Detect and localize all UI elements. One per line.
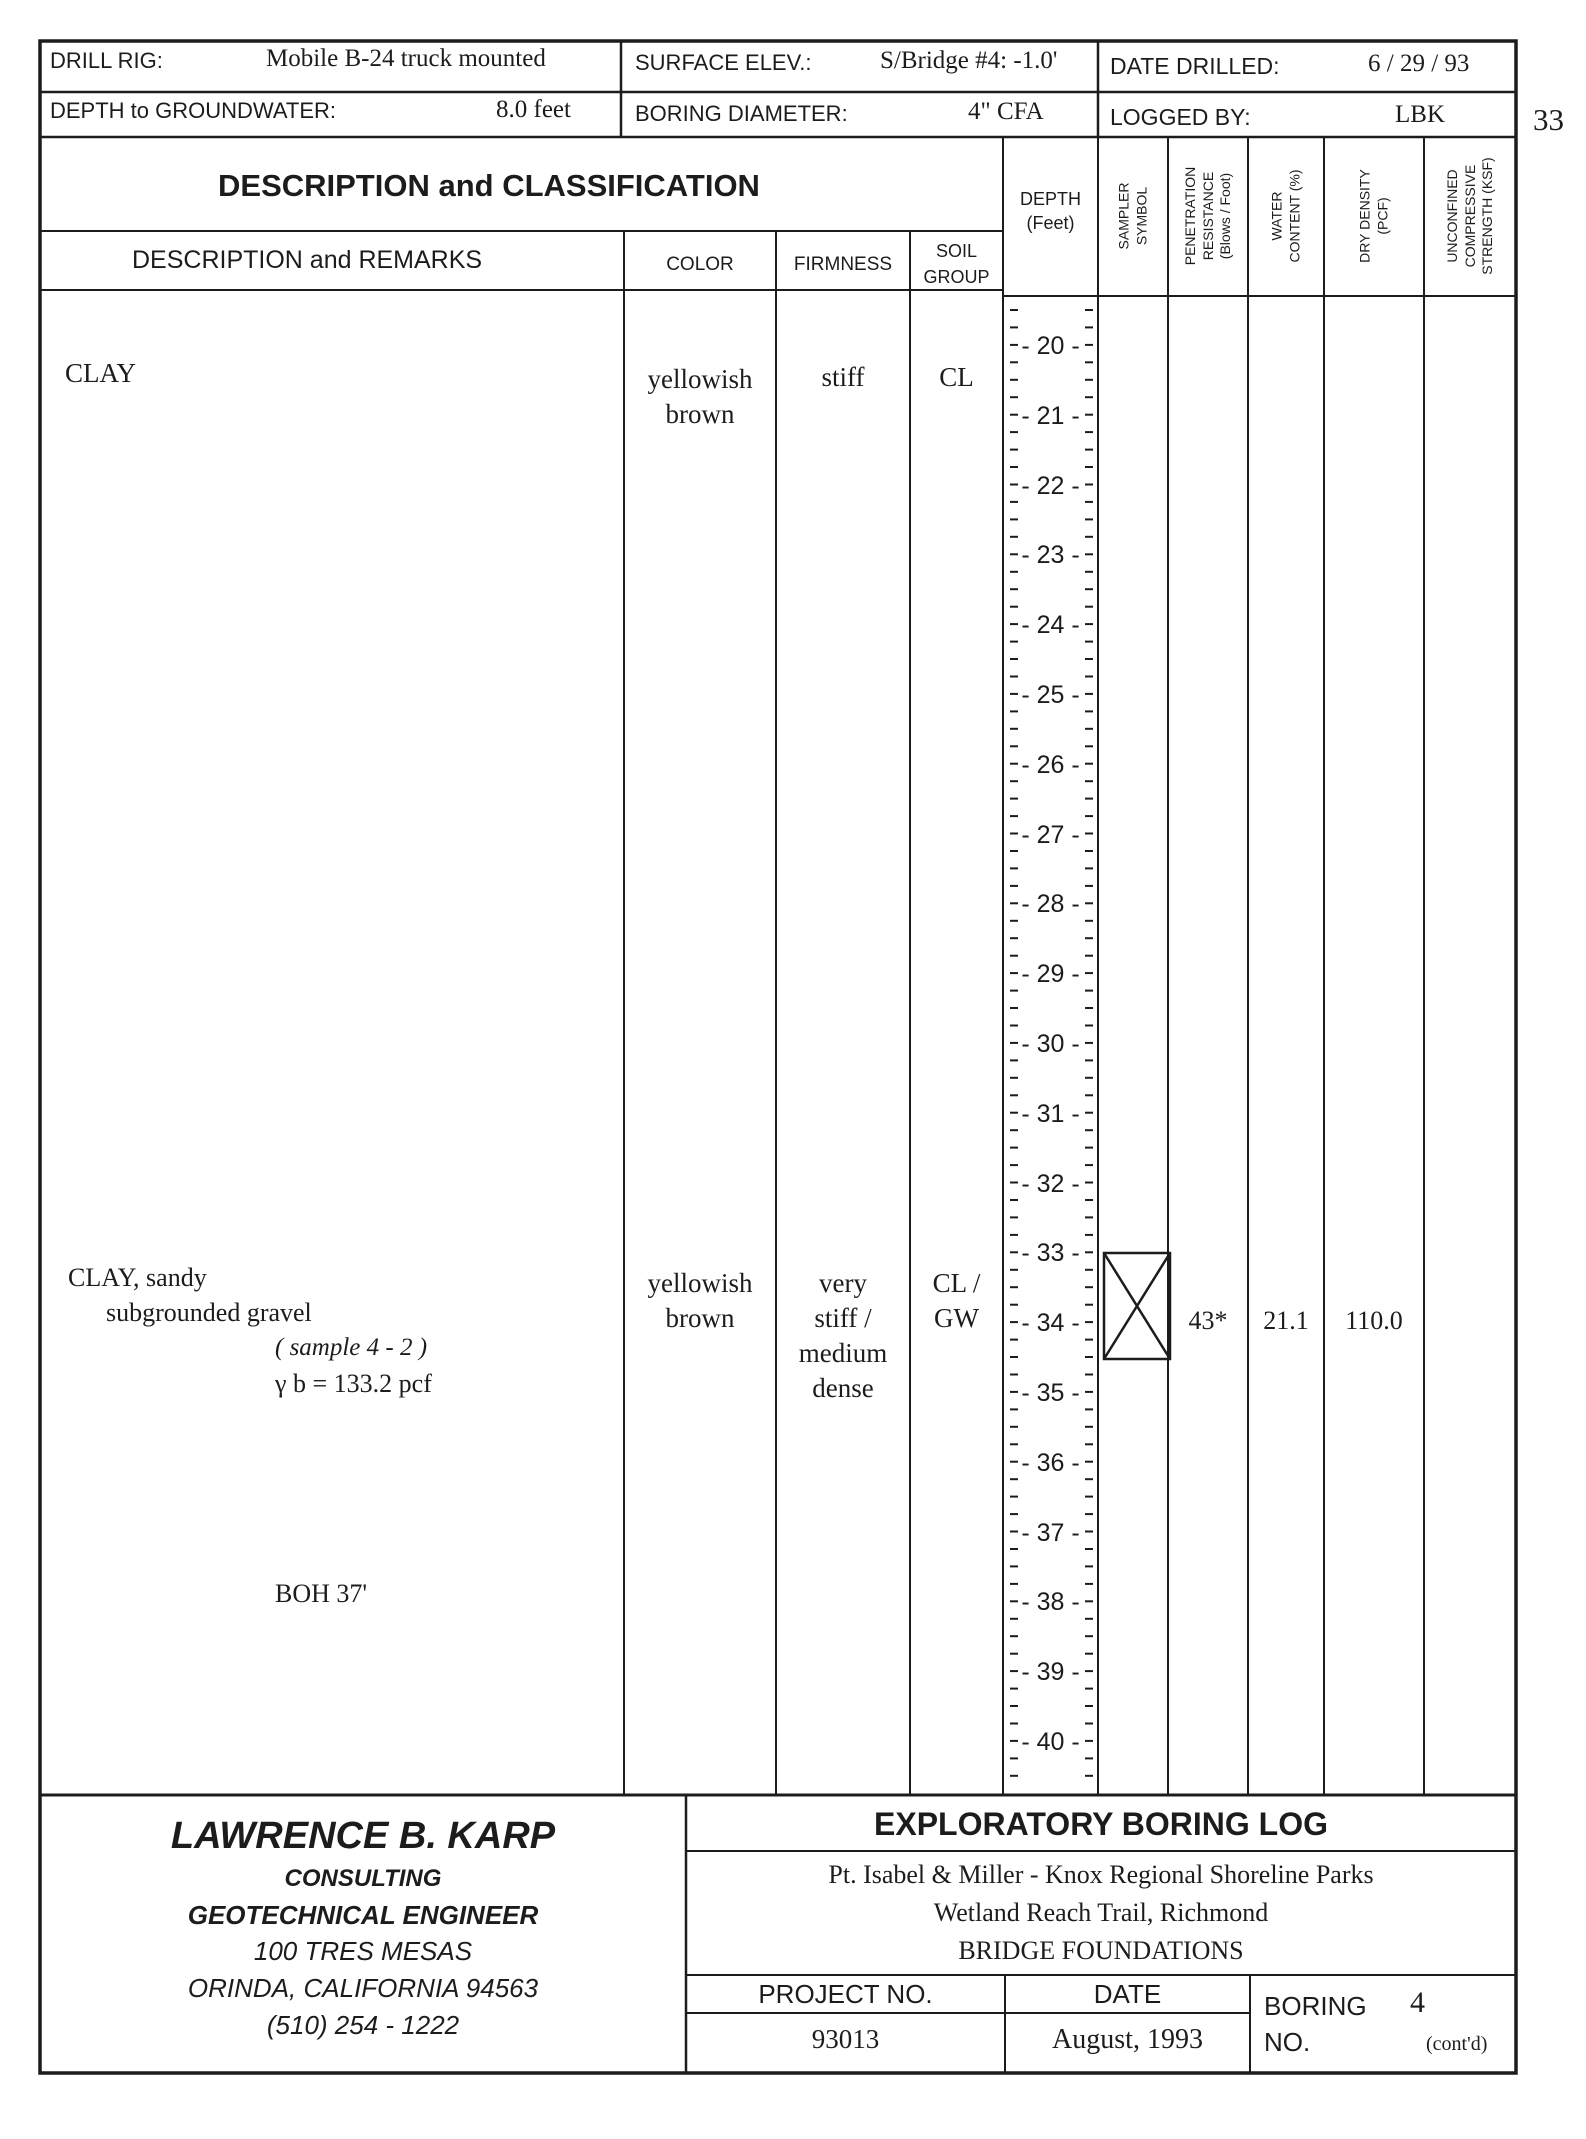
layer-2-firmness-line3: medium	[798, 1338, 888, 1368]
drill-rig-label: DRILL RIG:	[50, 48, 163, 73]
sampler-header-line1: SAMPLER	[1115, 182, 1132, 250]
bottom-of-hole-note: BOH 37'	[275, 1579, 368, 1608]
logged-by-label: LOGGED BY:	[1110, 104, 1251, 130]
groundwater-label: DEPTH to GROUNDWATER:	[50, 98, 337, 123]
density-header	[1357, 169, 1392, 263]
depth-label: - 34 -	[1021, 1309, 1080, 1338]
penetration-value: 43*	[1188, 1306, 1228, 1335]
project-line2: Wetland Reach Trail, Richmond	[933, 1898, 1269, 1927]
depth-label: - 37 -	[1021, 1518, 1080, 1547]
color-header: COLOR	[666, 254, 734, 275]
depth-header-line2: (Feet)	[1026, 213, 1075, 233]
boring-label	[1264, 1988, 1367, 2060]
layer-2-sample-note: ( sample 4 - 2 )	[275, 1334, 428, 1361]
address-line2: ORINDA, CALIFORNIA 94563	[187, 1973, 539, 2003]
sampler-header	[1116, 183, 1151, 250]
layer-2-soil-group	[910, 1266, 1003, 1336]
boring-number: 4	[1410, 1986, 1425, 2019]
layer-2-firmness	[776, 1266, 910, 1406]
depth-label: - 26 -	[1021, 750, 1080, 779]
boring-label-line1: BORING	[1264, 1991, 1367, 2021]
engineer-line1: CONSULTING	[284, 1865, 442, 1892]
soil-group-header-line2: GROUP	[923, 267, 990, 287]
layer-1-firmness: stiff	[821, 362, 865, 392]
project-line1: Pt. Isabel & Miller - Knox Regional Shoreline Parks	[828, 1860, 1374, 1889]
water-header	[1269, 169, 1304, 262]
drill-rig-value: Mobile B-24 truck mounted	[266, 45, 546, 72]
project-no-label: PROJECT NO.	[758, 1979, 933, 2009]
layer-2-color-line2: brown	[665, 1303, 735, 1333]
water-header-line1: WATER	[1268, 191, 1285, 241]
strength-header-line1: UNCONFINED	[1443, 169, 1460, 263]
penetration-header-line3: (Blows / Foot)	[1216, 172, 1233, 260]
layer-1-color-line2: brown	[665, 399, 735, 429]
layer-2-description-line2: subgrounded gravel	[106, 1298, 312, 1327]
depth-label: - 40 -	[1021, 1728, 1080, 1756]
depth-label: - 31 -	[1021, 1099, 1080, 1128]
strength-header	[1444, 157, 1497, 274]
strength-header-line2: COMPRESSIVE	[1461, 164, 1478, 268]
layer-2-color-line1: yellowish	[647, 1268, 753, 1298]
water-header-line2: CONTENT (%)	[1286, 169, 1302, 263]
sampler-symbol	[1104, 1253, 1170, 1359]
log-title: EXPLORATORY BORING LOG	[874, 1806, 1328, 1842]
layer-2-firmness-line1: very	[819, 1268, 867, 1298]
depth-label: - 25 -	[1021, 681, 1080, 709]
depth-label: - 23 -	[1021, 541, 1080, 570]
depth-header	[1003, 187, 1098, 235]
boring-diameter-label: BORING DIAMETER:	[635, 101, 848, 126]
engineer-contact	[40, 1933, 686, 2044]
project-no-value: 93013	[811, 2024, 880, 2054]
date-drilled-value: 6 / 29 / 93	[1368, 50, 1470, 77]
engineer-line2: GEOTECHNICAL ENGINEER	[187, 1900, 539, 1930]
depth-header-line1: DEPTH	[1019, 189, 1081, 209]
depth-label: - 24 -	[1021, 611, 1080, 640]
boring-label-line2: NO.	[1264, 2027, 1311, 2057]
depth-label: - 39 -	[1021, 1658, 1080, 1687]
layer-2-description-line1: CLAY, sandy	[68, 1263, 207, 1292]
address-line1: 100 TRES MESAS	[253, 1936, 473, 1966]
engineer-block	[40, 1812, 686, 1934]
groundwater-value: 8.0 feet	[496, 96, 571, 123]
engineer-name: LAWRENCE B. KARP	[170, 1815, 556, 1857]
layer-1-soil-group: CL	[939, 362, 974, 392]
depth-label: - 32 -	[1021, 1169, 1080, 1198]
depth-label: - 33 -	[1021, 1239, 1080, 1268]
logged-by-value: LBK	[1395, 101, 1445, 128]
dry-density-value: 110.0	[1345, 1306, 1403, 1335]
depth-label: - 35 -	[1021, 1379, 1080, 1407]
strength-header-line3: STRENGTH (KSF)	[1478, 157, 1495, 275]
project-description	[686, 1856, 1516, 1970]
depth-label: - 28 -	[1021, 890, 1080, 919]
soil-group-header-line1: SOIL	[935, 241, 978, 261]
depth-label: - 20 -	[1021, 332, 1080, 360]
depth-label: - 38 -	[1021, 1588, 1080, 1617]
boring-continued: (cont'd)	[1426, 2033, 1488, 2055]
surface-elev-label: SURFACE ELEV.:	[635, 50, 812, 75]
sampler-header-line2: SYMBOL	[1133, 186, 1149, 246]
description-header: DESCRIPTION and REMARKS	[132, 246, 483, 274]
penetration-header-line1: PENETRATION	[1181, 166, 1198, 266]
date-drilled-label: DATE DRILLED:	[1110, 53, 1280, 79]
water-content-value: 21.1	[1263, 1306, 1309, 1335]
depth-label: - 30 -	[1021, 1030, 1080, 1058]
firmness-header: FIRMNESS	[793, 254, 893, 275]
date-label: DATE	[1093, 1979, 1162, 2009]
phone: (510) 254 - 1222	[266, 2010, 460, 2040]
layer-1-color	[624, 362, 776, 432]
surface-elev-value: S/Bridge #4: -1.0'	[880, 47, 1058, 74]
penetration-header-line2: RESISTANCE	[1199, 171, 1216, 261]
depth-label: - 29 -	[1021, 960, 1080, 989]
project-line3: BRIDGE FOUNDATIONS	[958, 1936, 1244, 1965]
density-header-line2: (PCF)	[1374, 197, 1390, 235]
penetration-header	[1182, 167, 1235, 266]
layer-2-soil-group-line2: GW	[934, 1303, 979, 1333]
page-number: 33	[1533, 102, 1564, 137]
depth-label: - 22 -	[1021, 471, 1080, 500]
date-value: August, 1993	[1052, 2024, 1203, 2055]
layer-2-color	[624, 1266, 776, 1336]
layer-2-firmness-line4: dense	[812, 1373, 874, 1403]
layer-1-description: CLAY	[65, 358, 137, 388]
section-title: DESCRIPTION and CLASSIFICATION	[218, 168, 760, 203]
layer-2-firmness-line2: stiff /	[814, 1303, 872, 1333]
layer-2-soil-group-line1: CL /	[932, 1268, 981, 1298]
density-header-line1: DRY DENSITY	[1356, 169, 1373, 263]
boring-diameter-value: 4" CFA	[968, 98, 1044, 125]
depth-label: - 27 -	[1021, 820, 1080, 849]
depth-label: - 21 -	[1021, 401, 1080, 430]
layer-2-unit-weight: γ b = 133.2 pcf	[275, 1369, 432, 1398]
layer-1-color-line1: yellowish	[647, 364, 753, 394]
soil-group-header	[910, 238, 1003, 290]
depth-label: - 36 -	[1021, 1448, 1080, 1477]
